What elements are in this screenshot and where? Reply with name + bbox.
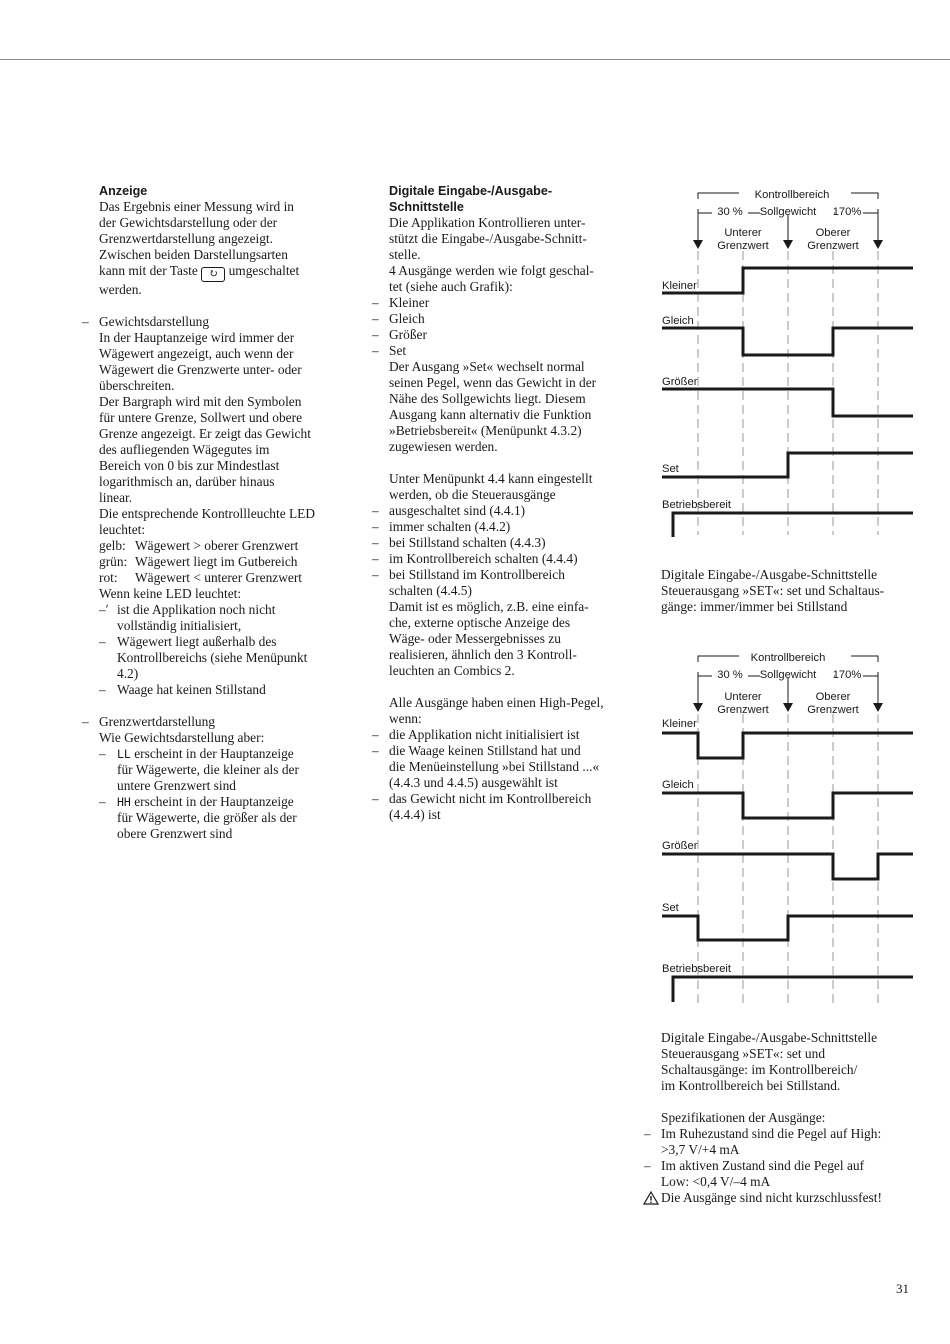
list-item-grenzwertdarstellung: – Grenzwertdarstellung — [99, 714, 349, 730]
timing-diagram-1 — [655, 185, 920, 545]
text-line: Wie Gewichtsdarstellung aber: — [99, 730, 265, 745]
timing-diagram-2 — [655, 648, 920, 1008]
led-row — [99, 538, 349, 554]
caption-diagram-1 — [661, 567, 884, 615]
text-line: Wäge- oder Messergebnisses zu — [389, 631, 561, 646]
text-line — [117, 794, 349, 810]
text-line: realisieren, ähnlich den 3 Kontroll- — [389, 647, 577, 662]
text-line: wenn: — [389, 711, 422, 726]
signal-groesser-label: Größer — [662, 376, 698, 388]
label-unterer: Unterer — [724, 227, 762, 239]
toggle-key-icon: ↻ — [201, 267, 225, 282]
page-number: 31 — [896, 1281, 909, 1296]
signal-set-waveform — [662, 916, 913, 940]
text-line: werden. — [99, 282, 142, 297]
text-line: für Wägewerte, die größer als der — [117, 810, 297, 825]
signal-set-label: Set — [662, 463, 679, 475]
list-item: – Kleiner — [372, 295, 430, 310]
list-item: – die Applikation nicht initialisiert ist — [372, 727, 580, 742]
signal-kleiner-label: Kleiner — [662, 280, 697, 292]
text-line: leuchtet: — [99, 522, 146, 537]
text-line: werden, ob die Steuerausgänge — [389, 487, 556, 502]
label-kontrollbereich: Kontrollbereich — [754, 189, 830, 201]
text-line: Wägewert die Grenzwerte unter- oder — [99, 362, 302, 377]
list-item: – ausgeschaltet sind (4.4.1) — [372, 503, 526, 518]
warning-triangle-icon — [643, 1191, 659, 1205]
list-item: – bei Stillstand schalten (4.4.3) — [372, 535, 546, 550]
list-item: – immer schalten (4.4.2) — [372, 519, 511, 534]
text-line: Das Ergebnis einer Messung wird in — [99, 199, 295, 214]
list-item: – Gleich — [372, 311, 425, 326]
label-unterer: Unterer — [724, 691, 762, 703]
led-color: rot: — [99, 570, 118, 585]
text-line: Grenzwertdarstellung angezeigt. — [99, 231, 273, 246]
led-text: Wägewert < unterer Grenzwert — [135, 570, 303, 585]
text-line: Alle Ausgänge haben einen High-Pegel, — [389, 695, 604, 710]
label-grenzwert: Grenzwert — [717, 704, 769, 716]
heading-schnittstelle: Digitale Eingabe-/Ausgabe- — [389, 184, 553, 198]
caption-diagram-2 — [661, 1030, 877, 1094]
list-item: – Größer — [372, 327, 427, 342]
warning-text: Die Ausgänge sind nicht kurzschlussfest! — [661, 1190, 882, 1205]
text-line: »Betriebsbereit« (Menüpunkt 4.3.2) — [389, 423, 582, 438]
label-170-percent: 170% — [832, 206, 862, 218]
list-item: – Im aktiven Zustand sind die Pegel auf Low: <0,4 V/–4 mA — [644, 1158, 865, 1189]
label-sollgewicht: Sollgewicht — [759, 669, 817, 681]
label-oberer: Oberer — [815, 691, 851, 703]
label-kontrollbereich: Kontrollbereich — [750, 652, 826, 664]
text-line: linear. — [99, 490, 133, 505]
caption-line: gänge: immer/immer bei Stillstand — [661, 599, 848, 614]
led-row — [99, 570, 349, 586]
sub-item: – Wägewert liegt außerhalb des Kontrollbereichs (siehe Menüpunkt 4.2) — [99, 634, 349, 682]
text-line: überschreiten. — [99, 378, 175, 393]
label-grenzwert: Grenzwert — [807, 240, 859, 252]
subheading: Gewichtsdarstellung — [99, 314, 210, 329]
text-line: für Wägewerte, die kleiner als der — [117, 762, 299, 777]
list-item: – das Gewicht nicht im Kontrollbereich (4.4.4) ist — [372, 791, 592, 822]
text-line: Damit ist es möglich, z.B. eine einfa- — [389, 599, 589, 614]
sub-item: – Waage hat keinen Stillstand — [99, 682, 349, 698]
signal-kleiner-label: Kleiner — [662, 718, 697, 730]
text-fragment: kann mit der Taste — [99, 263, 198, 278]
text-line: Wenn keine LED leuchtet: — [99, 586, 242, 601]
text-line: Kontrollbereichs (siehe Menüpunkt — [117, 650, 308, 665]
caption-line: im Kontrollbereich bei Stillstand. — [661, 1078, 841, 1093]
signal-gleich-label: Gleich — [662, 779, 694, 791]
text-line: für untere Grenze, Sollwert und obere — [99, 410, 303, 425]
text-line: Grenze angezeigt. Er zeigt das Gewicht — [99, 426, 311, 441]
label-oberer: Oberer — [815, 227, 851, 239]
text-line: untere Grenzwert sind — [117, 778, 236, 793]
text-fragment: erscheint in der Hauptanzeige — [134, 794, 294, 809]
caption-line: Steuerausgang »SET«: set und Schaltaus- — [661, 583, 885, 598]
specification-block — [644, 1110, 931, 1206]
display-symbol: LL — [117, 747, 131, 761]
text-line: seinen Pegel, wenn das Gewicht in der — [389, 375, 597, 390]
text-line: stützt die Eingabe-/Ausgabe-Schnitt- — [389, 231, 587, 246]
text-line: 4.2) — [117, 666, 139, 681]
signal-betriebsbereit-waveform — [673, 513, 913, 537]
heading-schnittstelle-2: Schnittstelle — [389, 200, 464, 214]
list-item: – Im Ruhezustand sind die Pegel auf High: >3,7 V/+4 mA — [644, 1126, 882, 1157]
led-text: Wägewert liegt im Gutbereich — [135, 554, 298, 569]
text-line: tet (siehe auch Grafik): — [389, 279, 513, 294]
label-grenzwert: Grenzwert — [717, 240, 769, 252]
label-sollgewicht: Sollgewicht — [759, 206, 817, 218]
caption-line: Steuerausgang »SET«: set und — [661, 1046, 826, 1061]
signal-betriebsbereit-label: Betriebsbereit — [662, 963, 732, 975]
column-schnittstelle — [372, 183, 639, 823]
text-line — [99, 263, 349, 282]
led-row — [99, 554, 349, 570]
text-line: der Gewichtsdarstellung oder der — [99, 215, 278, 230]
label-grenzwert: Grenzwert — [807, 704, 859, 716]
subheading: Grenzwertdarstellung — [99, 714, 216, 729]
list-item: – die Waage keinen Stillstand hat und die Menüeinstellung »bei Stillstand ...« (4.4.3 und 4.4.5) ausgewählt ist — [372, 743, 600, 790]
display-symbol: –ʹ — [99, 602, 109, 617]
text-line: 4 Ausgänge werden wie folgt geschal- — [389, 263, 594, 278]
text-line: zugewiesen werden. — [389, 439, 498, 454]
text-line: che, externe optische Anzeige des — [389, 615, 571, 630]
sub-item-hh: – HH erscheint in der Hauptanzeige für Wägewerte, die größer als der obere Grenzwert sind — [99, 794, 349, 842]
list-item: – im Kontrollbereich schalten (4.4.4) — [372, 551, 578, 566]
text-line: Die Applikation Kontrollieren unter- — [389, 215, 586, 230]
signal-groesser-label: Größer — [662, 840, 698, 852]
list-item: – Set — [372, 343, 407, 358]
sub-item-ll: – LL erscheint in der Hauptanzeige für Wägewerte, die kleiner als der untere Grenzwert sind — [99, 746, 349, 794]
text-line — [117, 746, 349, 762]
text-line: Wägewert angezeigt, auch wenn der — [99, 346, 294, 361]
text-line: Zwischen beiden Darstellungsarten — [99, 247, 288, 262]
caption-line: Digitale Eingabe-/Ausgabe-Schnittstelle — [661, 567, 878, 582]
signal-gleich-label: Gleich — [662, 315, 694, 327]
led-color: gelb: — [99, 538, 126, 553]
sub-item — [99, 602, 349, 634]
text-line: ist die Applikation noch nicht — [117, 602, 276, 617]
header-rule — [0, 59, 950, 60]
text-line: Wägewert liegt außerhalb des — [117, 634, 277, 649]
text-line: stelle. — [389, 247, 421, 262]
text-line: Bereich von 0 bis zur Mindestlast — [99, 458, 280, 473]
text-line: logarithmisch an, darüber hinaus — [99, 474, 275, 489]
led-color: grün: — [99, 554, 128, 569]
led-text: Wägewert > oberer Grenzwert — [135, 538, 299, 553]
text-line: leuchten an Combics 2. — [389, 663, 515, 678]
text-line: Der Bargraph wird mit den Symbolen — [99, 394, 302, 409]
text-line: vollständig initialisiert, — [117, 618, 242, 633]
signal-betriebsbereit-waveform — [673, 977, 913, 1002]
text-line: Der Ausgang »Set« wechselt normal — [389, 359, 585, 374]
warning-line — [661, 1190, 931, 1206]
list-item-gewichtsdarstellung: – Gewichtsdarstellung — [99, 314, 349, 330]
label-170-percent: 170% — [832, 669, 862, 681]
signal-set-waveform — [662, 453, 913, 477]
text-line: In der Hauptanzeige wird immer der — [99, 330, 295, 345]
signal-set-label: Set — [662, 902, 679, 914]
spec-title: Spezifikationen der Ausgänge: — [661, 1110, 826, 1125]
signal-betriebsbereit-label: Betriebsbereit — [662, 499, 732, 511]
text-line: Nähe des Sollgewichts liegt. Diesem — [389, 391, 586, 406]
text-fragment: erscheint in der Hauptanzeige — [134, 746, 294, 761]
heading-anzeige: Anzeige — [99, 184, 148, 198]
text-fragment: umgeschaltet — [228, 263, 300, 278]
text-line: Waage hat keinen Stillstand — [117, 682, 266, 697]
text-line: Die entsprechende Kontrollleuchte LED — [99, 506, 316, 521]
text-line: obere Grenzwert sind — [117, 826, 233, 841]
label-30-percent: 30 % — [717, 206, 743, 218]
label-30-percent: 30 % — [717, 669, 743, 681]
caption-line: Digitale Eingabe-/Ausgabe-Schnittstelle — [661, 1030, 878, 1045]
caption-line: Schaltausgänge: im Kontrollbereich/ — [661, 1062, 858, 1077]
list-item: – bei Stillstand im Kontrollbereich schalten (4.4.5) — [372, 567, 565, 598]
column-anzeige — [82, 183, 349, 842]
text-line: Unter Menüpunkt 4.4 kann eingestellt — [389, 471, 593, 486]
text-line: des aufliegenden Wägegutes im — [99, 442, 270, 457]
text-line: Ausgang kann alternativ die Funktion — [389, 407, 592, 422]
display-symbol: HH — [117, 795, 131, 809]
